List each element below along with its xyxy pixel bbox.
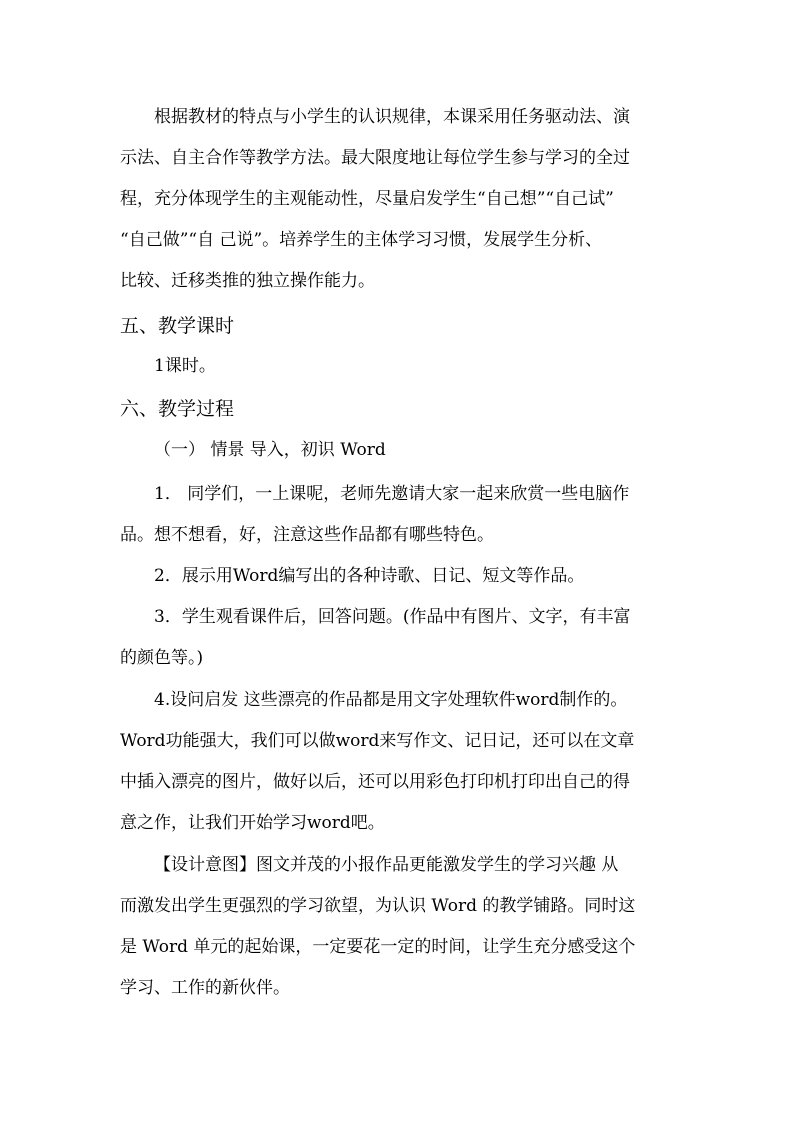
paragraph-line: 根据教材的特点与小学生的认识规律，本课采用任务驱动法、演 xyxy=(154,107,630,127)
subsection-heading: （一） 情景 导入，初识 Word xyxy=(154,440,386,460)
process-item-2 xyxy=(120,556,682,597)
paragraph-line: 示法、自主合作等教学方法。最大限度地让每位学生参与学习的全过 xyxy=(120,148,630,168)
paragraph-line: 意之作，让我们开始学习word吧。 xyxy=(120,813,385,833)
section-heading-class-hours: 五、教学课时 xyxy=(120,315,235,337)
paragraph-line: 比较、迁移类推的独立操作能力。 xyxy=(120,271,375,291)
paragraph-line: 中插入漂亮的图片，做好以后，还可以用彩色打印机打印出自己的得 xyxy=(120,772,630,792)
paragraph-line: 程，充分体现学生的主观能动性，尽量启发学生“自己想”“自己试” xyxy=(120,189,614,209)
paragraph-line: “自己做”“自 己说”。培养学生的主体学习习惯，发展学生分析、 xyxy=(120,230,603,250)
section-heading-teaching-process: 六、教学过程 xyxy=(120,398,235,420)
paragraph-line: 而激发出学生更强烈的学习欲望，为认识 Word 的教学铺路。同时这 xyxy=(120,896,636,916)
paragraph-line: 的颜色等。) xyxy=(120,648,204,668)
paragraph-line: 【设计意图】图文并茂的小报作品更能激发学生的学习兴趣 从 xyxy=(154,855,619,875)
teaching-method-paragraph xyxy=(120,97,682,302)
paragraph-line: 学习、工作的新伙伴。 xyxy=(120,978,290,998)
process-item-1 xyxy=(120,474,682,556)
process-item-4 xyxy=(120,680,682,844)
class-hours-body xyxy=(154,346,354,387)
process-item-3 xyxy=(120,597,682,679)
paragraph-line: 2．展示用Word编写出的各种诗歌、日记、短文等作品。 xyxy=(154,566,585,586)
paragraph-line: 3．学生观看课件后，回答问题。(作品中有图片、文字，有丰富 xyxy=(154,607,631,627)
paragraph-line: 4.设问启发 这些漂亮的作品都是用文字处理软件word制作的。 xyxy=(154,690,628,710)
design-intent-paragraph xyxy=(120,845,682,1009)
paragraph-line: 1课时。 xyxy=(154,356,216,376)
paragraph-line: 是 Word 单元的起始课，一定要花一定的时间，让学生充分感受这个 xyxy=(120,937,636,957)
paragraph-line: 1． 同学们，一上课呢，老师先邀请大家一起来欣赏一些电脑作 xyxy=(154,484,630,504)
paragraph-line: 品。想不想看，好，注意这些作品都有哪些特色。 xyxy=(120,525,494,545)
paragraph-line: Word功能强大，我们可以做word来写作文、记日记，还可以在文章 xyxy=(120,731,635,751)
